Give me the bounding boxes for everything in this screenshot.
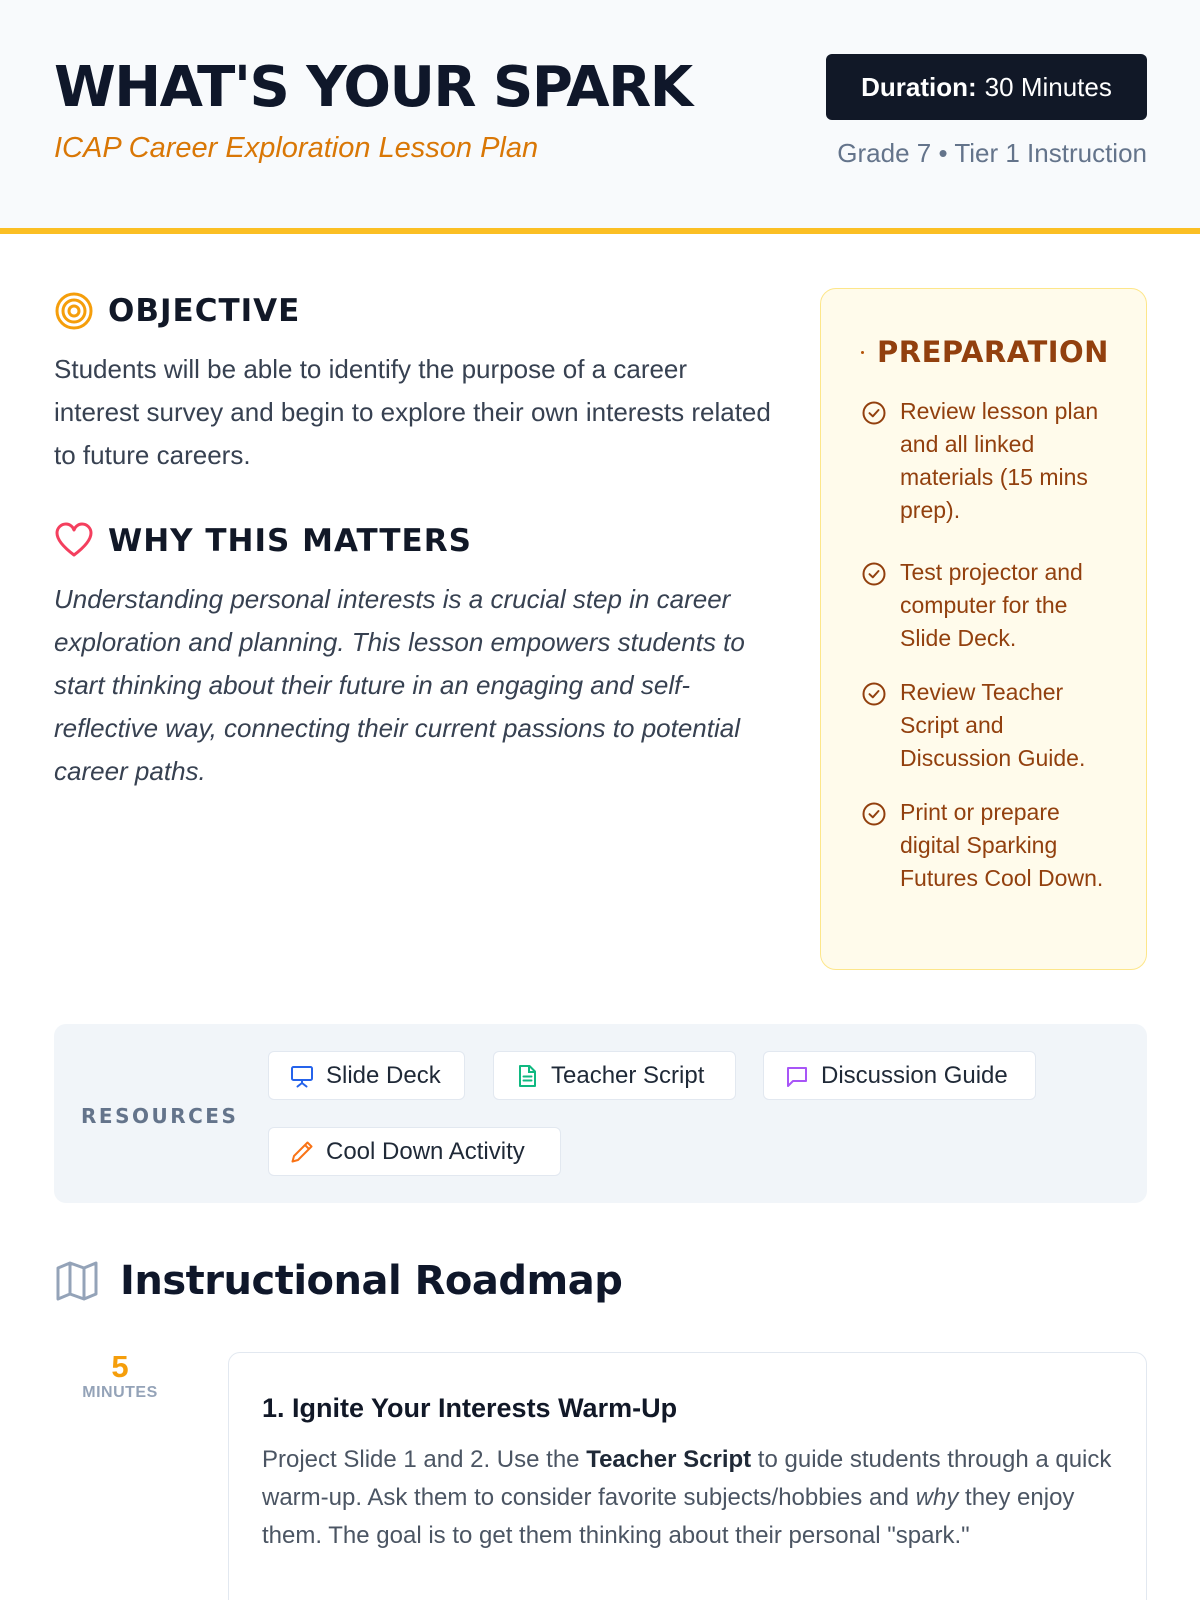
step-text-part: to guide students through a quick warm-up. Ask them to consider favorite subjects/hobbies and: [262, 1446, 1112, 1511]
preparation-item-text: Review lesson plan and all linked materials (15 mins prep).: [900, 398, 1099, 523]
step-duration: [70, 1350, 170, 1402]
preparation-item-text: Print or prepare digital Sparking Futures Cool Down.: [900, 799, 1104, 891]
why-text: Understanding personal interests is a crucial step in career exploration and planning. This lesson empowers students to start thinking about their future in an engaging and self-reflective way, connecting their current passions to potential career paths.: [54, 584, 745, 786]
slide-deck-button[interactable]: [268, 1051, 465, 1100]
roadmap-heading-text: Instructional Roadmap: [120, 1258, 623, 1304]
check-circle-icon: [861, 801, 887, 827]
roadmap-step-card: [228, 1352, 1147, 1600]
header-divider: [0, 228, 1200, 234]
step-text-part: they enjoy them. The goal is to get them thinking about their personal "spark.": [262, 1484, 1075, 1549]
page-title: WHAT'S YOUR SPARK: [54, 55, 692, 120]
heart-icon: [54, 521, 94, 561]
resources-label: RESOURCES: [81, 1104, 239, 1128]
resources-panel: [54, 1024, 1147, 1203]
step-text-italic: why: [915, 1484, 959, 1511]
duration-label: Duration:: [861, 71, 977, 102]
roadmap-heading: [54, 1258, 622, 1304]
step-title: 1. Ignite Your Interests Warm-Up: [262, 1393, 678, 1423]
objective-text: Students will be able to identify the purpose of a career interest survey and begin to explore their own interests related to future careers.: [54, 354, 771, 470]
page-subtitle: ICAP Career Exploration Lesson Plan: [54, 132, 539, 164]
step-text-bold: Teacher Script: [586, 1446, 752, 1473]
lesson-header: [0, 0, 1200, 228]
objective-heading-text: OBJECTIVE: [108, 293, 301, 329]
teacher-script-label: Teacher Script: [551, 1061, 705, 1089]
preparation-item: [861, 556, 1121, 655]
preparation-panel: [820, 288, 1147, 970]
presentation-icon: [289, 1063, 315, 1089]
map-icon: [54, 1258, 100, 1304]
preparation-item-text: Test projector and computer for the Slide Deck.: [900, 559, 1083, 651]
step-text-part: Project Slide 1 and 2. Use the: [262, 1446, 587, 1473]
pencil-icon: [289, 1139, 315, 1165]
cool-down-activity-button[interactable]: [268, 1127, 561, 1176]
preparation-item: [861, 676, 1121, 775]
duration-value: 30 Minutes: [984, 71, 1112, 102]
check-circle-icon: [861, 681, 887, 707]
check-circle-icon: [861, 561, 887, 587]
target-icon: [54, 291, 94, 331]
preparation-item-text: Review Teacher Script and Discussion Guide.: [900, 679, 1086, 771]
objective-heading: [54, 289, 300, 333]
preparation-item: [861, 395, 1121, 527]
why-heading-text: WHY THIS MATTERS: [108, 523, 472, 559]
discussion-guide-button[interactable]: [763, 1051, 1036, 1100]
document-icon: [514, 1063, 540, 1089]
discussion-guide-label: Discussion Guide: [821, 1061, 1008, 1089]
preparation-heading: PREPARATION: [877, 335, 1109, 369]
step-minutes-unit: MINUTES: [82, 1384, 158, 1401]
why-heading: [54, 519, 472, 563]
preparation-item: [861, 796, 1121, 895]
check-circle-icon: [861, 400, 887, 426]
duration-badge: [826, 54, 1147, 120]
step-minutes: 5: [111, 1349, 129, 1384]
step-description: [262, 1441, 1112, 1555]
chat-bubble-icon: [784, 1063, 810, 1089]
cool-down-activity-label: Cool Down Activity: [326, 1137, 525, 1165]
slide-deck-label: Slide Deck: [326, 1061, 441, 1089]
teacher-script-button[interactable]: [493, 1051, 736, 1100]
preparation-bullet: [861, 351, 864, 354]
grade-tier-label: Grade 7 • Tier 1 Instruction: [837, 138, 1147, 168]
